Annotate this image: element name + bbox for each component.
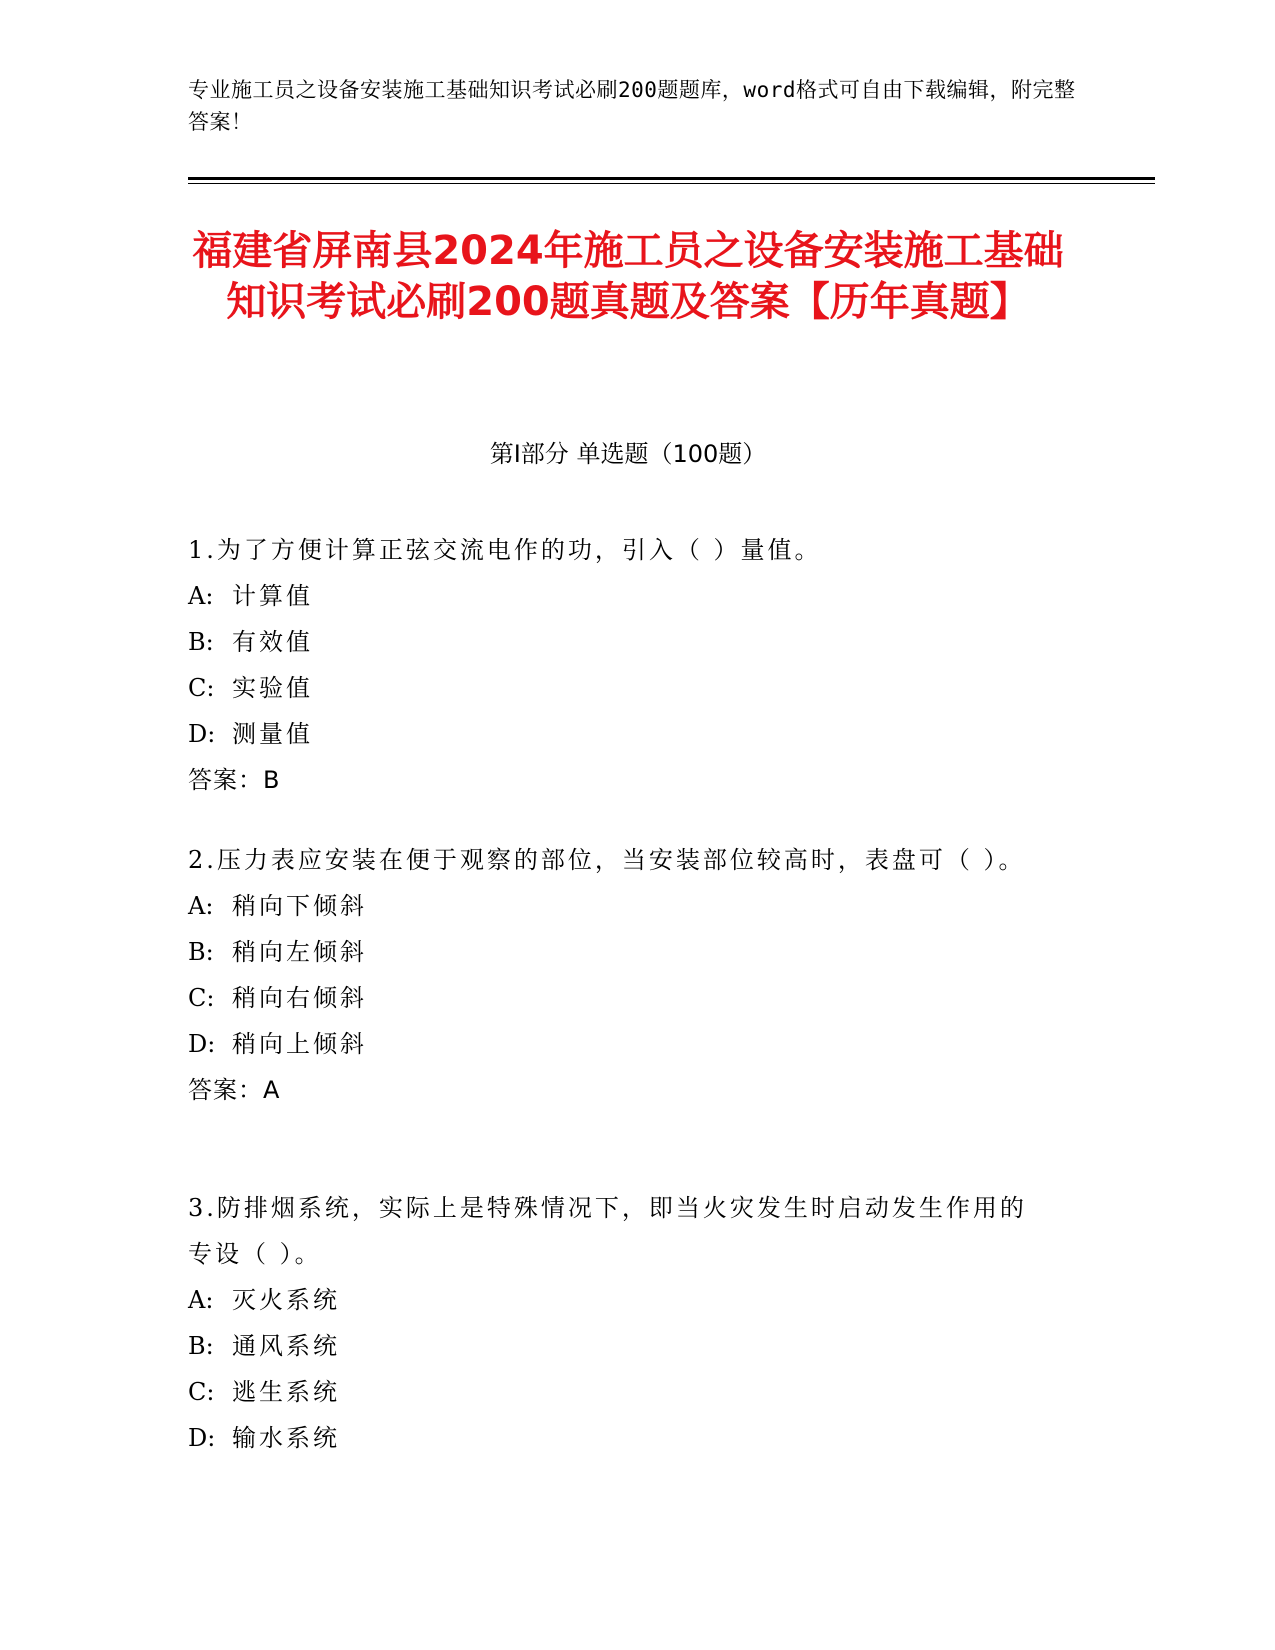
question-stem: 2.压力表应安装在便于观察的部位，当安装部位较高时，表盘可（ ）。 (188, 846, 1026, 874)
header-divider-thin (188, 183, 1155, 184)
header-divider-thick (188, 177, 1155, 180)
option-c (188, 1369, 1048, 1415)
option-key: A: (188, 892, 214, 920)
option-text: 稍向右倾斜 (232, 984, 367, 1012)
question-stem: 3.防排烟系统，实际上是特殊情况下，即当火灾发生时启动发生作用的专设（ ）。 (188, 1194, 1027, 1268)
question-3 (188, 1185, 1048, 1461)
option-text: 实验值 (232, 674, 313, 702)
option-key: D: (188, 720, 216, 748)
option-text: 输水系统 (232, 1424, 340, 1452)
option-text: 计算值 (232, 582, 313, 610)
option-text: 稍向下倾斜 (232, 892, 367, 920)
option-text: 有效值 (232, 628, 313, 656)
option-b (188, 619, 1048, 665)
option-text: 通风系统 (232, 1332, 340, 1360)
section-heading: 第I部分 单选题（100题） (489, 440, 767, 468)
option-c (188, 665, 1048, 711)
option-d (188, 1021, 1048, 1067)
option-a (188, 1277, 1048, 1323)
question-stem: 1.为了方便计算正弦交流电作的功，引入（ ）量值。 (188, 536, 822, 564)
document-title: 福建省屏南县2024年施工员之设备安装施工基础知识考试必刷200题真题及答案【历年真题】 (192, 228, 1064, 325)
question-2 (188, 837, 1048, 1113)
option-b (188, 1323, 1048, 1369)
option-c (188, 975, 1048, 1021)
option-key: D: (188, 1424, 216, 1452)
option-key: A: (188, 1286, 214, 1314)
option-a (188, 573, 1048, 619)
option-text: 灭火系统 (232, 1286, 340, 1314)
option-key: C: (188, 1378, 215, 1406)
option-key: D: (188, 1030, 216, 1058)
header-note: 专业施工员之设备安装施工基础知识考试必刷200题题库，word格式可自由下载编辑，附完整答案！ (188, 78, 1076, 134)
option-key: C: (188, 984, 215, 1012)
option-key: C: (188, 674, 215, 702)
option-key: B: (188, 1332, 214, 1360)
option-d (188, 1415, 1048, 1461)
option-text: 测量值 (232, 720, 313, 748)
option-text: 稍向上倾斜 (232, 1030, 367, 1058)
answer-line: 答案：A (188, 1076, 281, 1104)
option-text: 逃生系统 (232, 1378, 340, 1406)
answer-line: 答案：B (188, 766, 281, 794)
option-key: B: (188, 628, 214, 656)
option-a (188, 883, 1048, 929)
option-key: A: (188, 582, 214, 610)
option-b (188, 929, 1048, 975)
question-1 (188, 527, 1048, 803)
option-d (188, 711, 1048, 757)
option-key: B: (188, 938, 214, 966)
option-text: 稍向左倾斜 (232, 938, 367, 966)
